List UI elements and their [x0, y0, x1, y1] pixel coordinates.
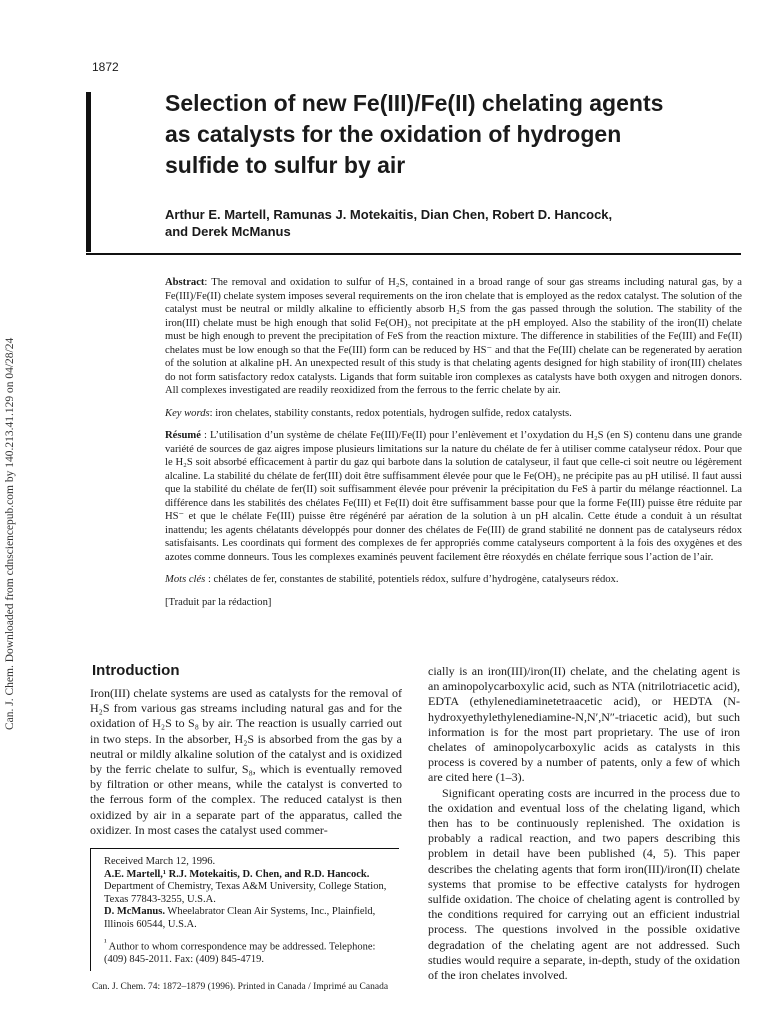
- abstract-text: : The removal and oxidation to sulfur of H₂S, contained in a broad range of sour gas streams including natural gas, by a Fe(III)/Fe(II) chelate system imposes several requirements on the iron chelate that is employed as the redox catalyst. The solution of the catalyst must be neutral or mildly alkaline to efficiently absorb H₂S from the gas passed through the solution. The stability of the iron(III) chelate must be high enough that solid Fe(OH)₃ not precipitate at the pH employed. Also the stability of the iron(II) chelate must be high enough to prevent the precipitation of FeS from the reaction mixture. The difference in stabilities of the Fe(III) and Fe(II) chelates must be low enough so that the Fe(III) form can be reduced by HS⁻ and that the Fe(III) chelate can be regenerated by aeration of the solution at alkaline pH. An unexpected result of this study is that chelating agents designed for high stability of iron(III) chelates do not form satisfactory redox catalysts. Ligands that form suitable iron complexes as catalysts have both oxygen and nitrogen donors. All complexes investigated are readily reoxidized from the ferrous to the ferric chelate by air.: [165, 277, 742, 396]
- title-accent-bar: [86, 92, 91, 252]
- intro-right-column: [428, 664, 740, 983]
- title-line: as catalysts for the oxidation of hydrogen: [165, 121, 622, 147]
- correspondence-note: [104, 936, 398, 967]
- keywords-label: Key words: [165, 407, 210, 419]
- affiliation-2: [104, 906, 398, 931]
- translation-note: [Traduit par la rédaction]: [165, 596, 272, 608]
- author-line: and Derek McManus: [165, 224, 291, 239]
- intro-paragraph: Significant operating costs are incurred in the process due to the oxidation and eventual loss of the chelating ligand, which then has to be continuously replenished. The oxidation is probably a radical reaction, and two papers describing this problem in detail have been published (4, 5). This paper describes the chelating agents that form iron(III)/iron(II) chelate systems that promise to be effective catalysts for hydrogen sulfide oxidation. The choice of chelating agent is controlled by the conditions required for carrying out an efficient industrial process. The questions involved in the possible oxidative degradation of the chelating agent are not addressed. Such studies would require a separate, in-depth, study of the oxidation of the iron chelates involved.: [428, 785, 740, 983]
- keywords: [165, 407, 742, 421]
- faded-stamp-mark: [8, 770, 52, 804]
- affiliation-1: [104, 869, 398, 907]
- affiliation-author: D. McManus.: [104, 906, 165, 918]
- affiliation-authors: A.E. Martell,¹ R.J. Motekaitis, D. Chen, and R.D. Hancock.: [104, 868, 370, 880]
- mots-cles-label: Mots clés: [165, 574, 206, 585]
- faded-stamp-mark: [8, 655, 52, 689]
- page-number: 1872: [92, 60, 119, 74]
- introduction-heading: Introduction: [92, 662, 180, 679]
- resume-text: : L’utilisation d’un système de chélate Fe(III)/Fe(II) pour l’enlèvement et l’oxydation du H₂S (en S) contenu dans une grande variété de sources de gaz aigres impose plusieurs limitations sur la nature du chélate de fer à utiliser comme catalyseur rédox. Pour que le H₂S soit absorbé efficacement à partir du gaz qui barbote dans la solution de catalyseur, il faut que celle-ci soit neutre ou légèrement alcaline. La stabilité du chélate de fer(III) doit être suffisamment élevée pour que le Fe(OH)₃ ne précipite pas au pH utilisé. Il faut aussi que la stabilité du chélate de fer(II) soit suffisamment élevée pour prévenir la précipitation du FeS à partir du mélange réactionnel. La différence dans les stabilités des chélates Fe(III) et Fe(II) doit être suffisamment basse pour que la forme Fe(III) puisse être réduite par HS⁻ et que le chélate Fe(III) puisse être régénéré par aération de la solution à un pH alcalin. Cette étude a conduit à un résultat inattendu; les agents chélatants développés pour donner des chélates de Fe(III) de grand stabilité ne donnent pas de catalyseurs rédox satisfaisants. Les coordinats qui forment des complexes de fer appropriés comme catalyseurs comportent à la fois des oxygènes et des azotes comme donneurs. Tous les complexes examinés peuvent facilement être réoxydés en chélate ferrique sous l’action de l’air.: [165, 430, 742, 563]
- mots-cles: [165, 573, 742, 587]
- intro-paragraph: cially is an iron(III)/iron(II) chelate, and the chelating agent is an aminopolycarboxylic acid, such as NTA (nitrilotriacetic acid), EDTA (ethylenediaminetetraacetic acid), or HEDTA (N-hydroxyethylethylenediamine-N,N′,N″-triacetic acid), but such information is for the most part proprietary. The use of iron chelates of aminopolycarboxylic acids as catalysts in this process is covered by a number of patents, only a few of which are cited here (1–3).: [428, 664, 740, 785]
- intro-left-column: [90, 686, 402, 838]
- journal-citation: Can. J. Chem. 74: 1872–1879 (1996). Printed in Canada / Imprimé au Canada: [92, 982, 389, 992]
- abstract-section: [165, 276, 742, 618]
- footnote-mark: ¹: [104, 936, 107, 947]
- affiliation-text: Wheelabrator Clean Air Systems, Inc., Plainfield, Illinois 60544, U.S.A.: [104, 906, 376, 930]
- received-date: Received March 12, 1996.: [104, 856, 216, 867]
- header-rule: [86, 253, 741, 255]
- author-list: [165, 206, 745, 240]
- title-line: sulfide to sulfur by air: [165, 152, 406, 178]
- intro-paragraph: Iron(III) chelate systems are used as catalysts for the removal of H₂S from various gas streams including natural gas and for the oxidation of H₂S to S₈ by air. The reaction is usually carried out in two steps. In the absorber, H₂S is absorbed from the gas by a neutral or mildly alkaline solution of the catalyst and is oxidized by the ferric chelate to sulfur, S₈, which is eventually removed by filtration or other means, while the catalyst is converted to the ferrous form of the complex. The reduced catalyst is then oxidized by air in a separate part of the apparatus, called the oxidizer. In most cases the catalyst used commer-: [90, 686, 402, 837]
- title-line: Selection of new Fe(III)/Fe(II) chelating agents: [165, 90, 664, 116]
- abstract-label: Abstract: [165, 277, 205, 288]
- author-line: Arthur E. Martell, Ramunas J. Motekaitis, Dian Chen, Robert D. Hancock,: [165, 207, 613, 222]
- mots-cles-text: : chélates de fer, constantes de stabilité, potentiels rédox, sulfure d’hydrogène, catalyseurs rédox.: [205, 574, 619, 585]
- keywords-text: : iron chelates, stability constants, redox potentials, hydrogen sulfide, redox catalysts.: [209, 407, 572, 419]
- affiliation-text: Department of Chemistry, Texas A&M University, College Station, Texas 77843-3255, U.S.A.: [104, 881, 387, 905]
- faded-stamp-mark: [8, 225, 52, 259]
- download-watermark: Can. J. Chem. Downloaded from cdnsciencepub.com by 140.213.41.129 on 04/28/24: [4, 337, 16, 730]
- resume-label: Résumé: [165, 430, 201, 441]
- abstract: [165, 276, 742, 398]
- article-title: [165, 88, 745, 181]
- resume: [165, 429, 742, 564]
- correspondence-text: Author to whom correspondence may be addressed. Telephone: (409) 845-2011. Fax: (409) 845-4719.: [104, 941, 376, 965]
- footnote-block: [104, 856, 398, 966]
